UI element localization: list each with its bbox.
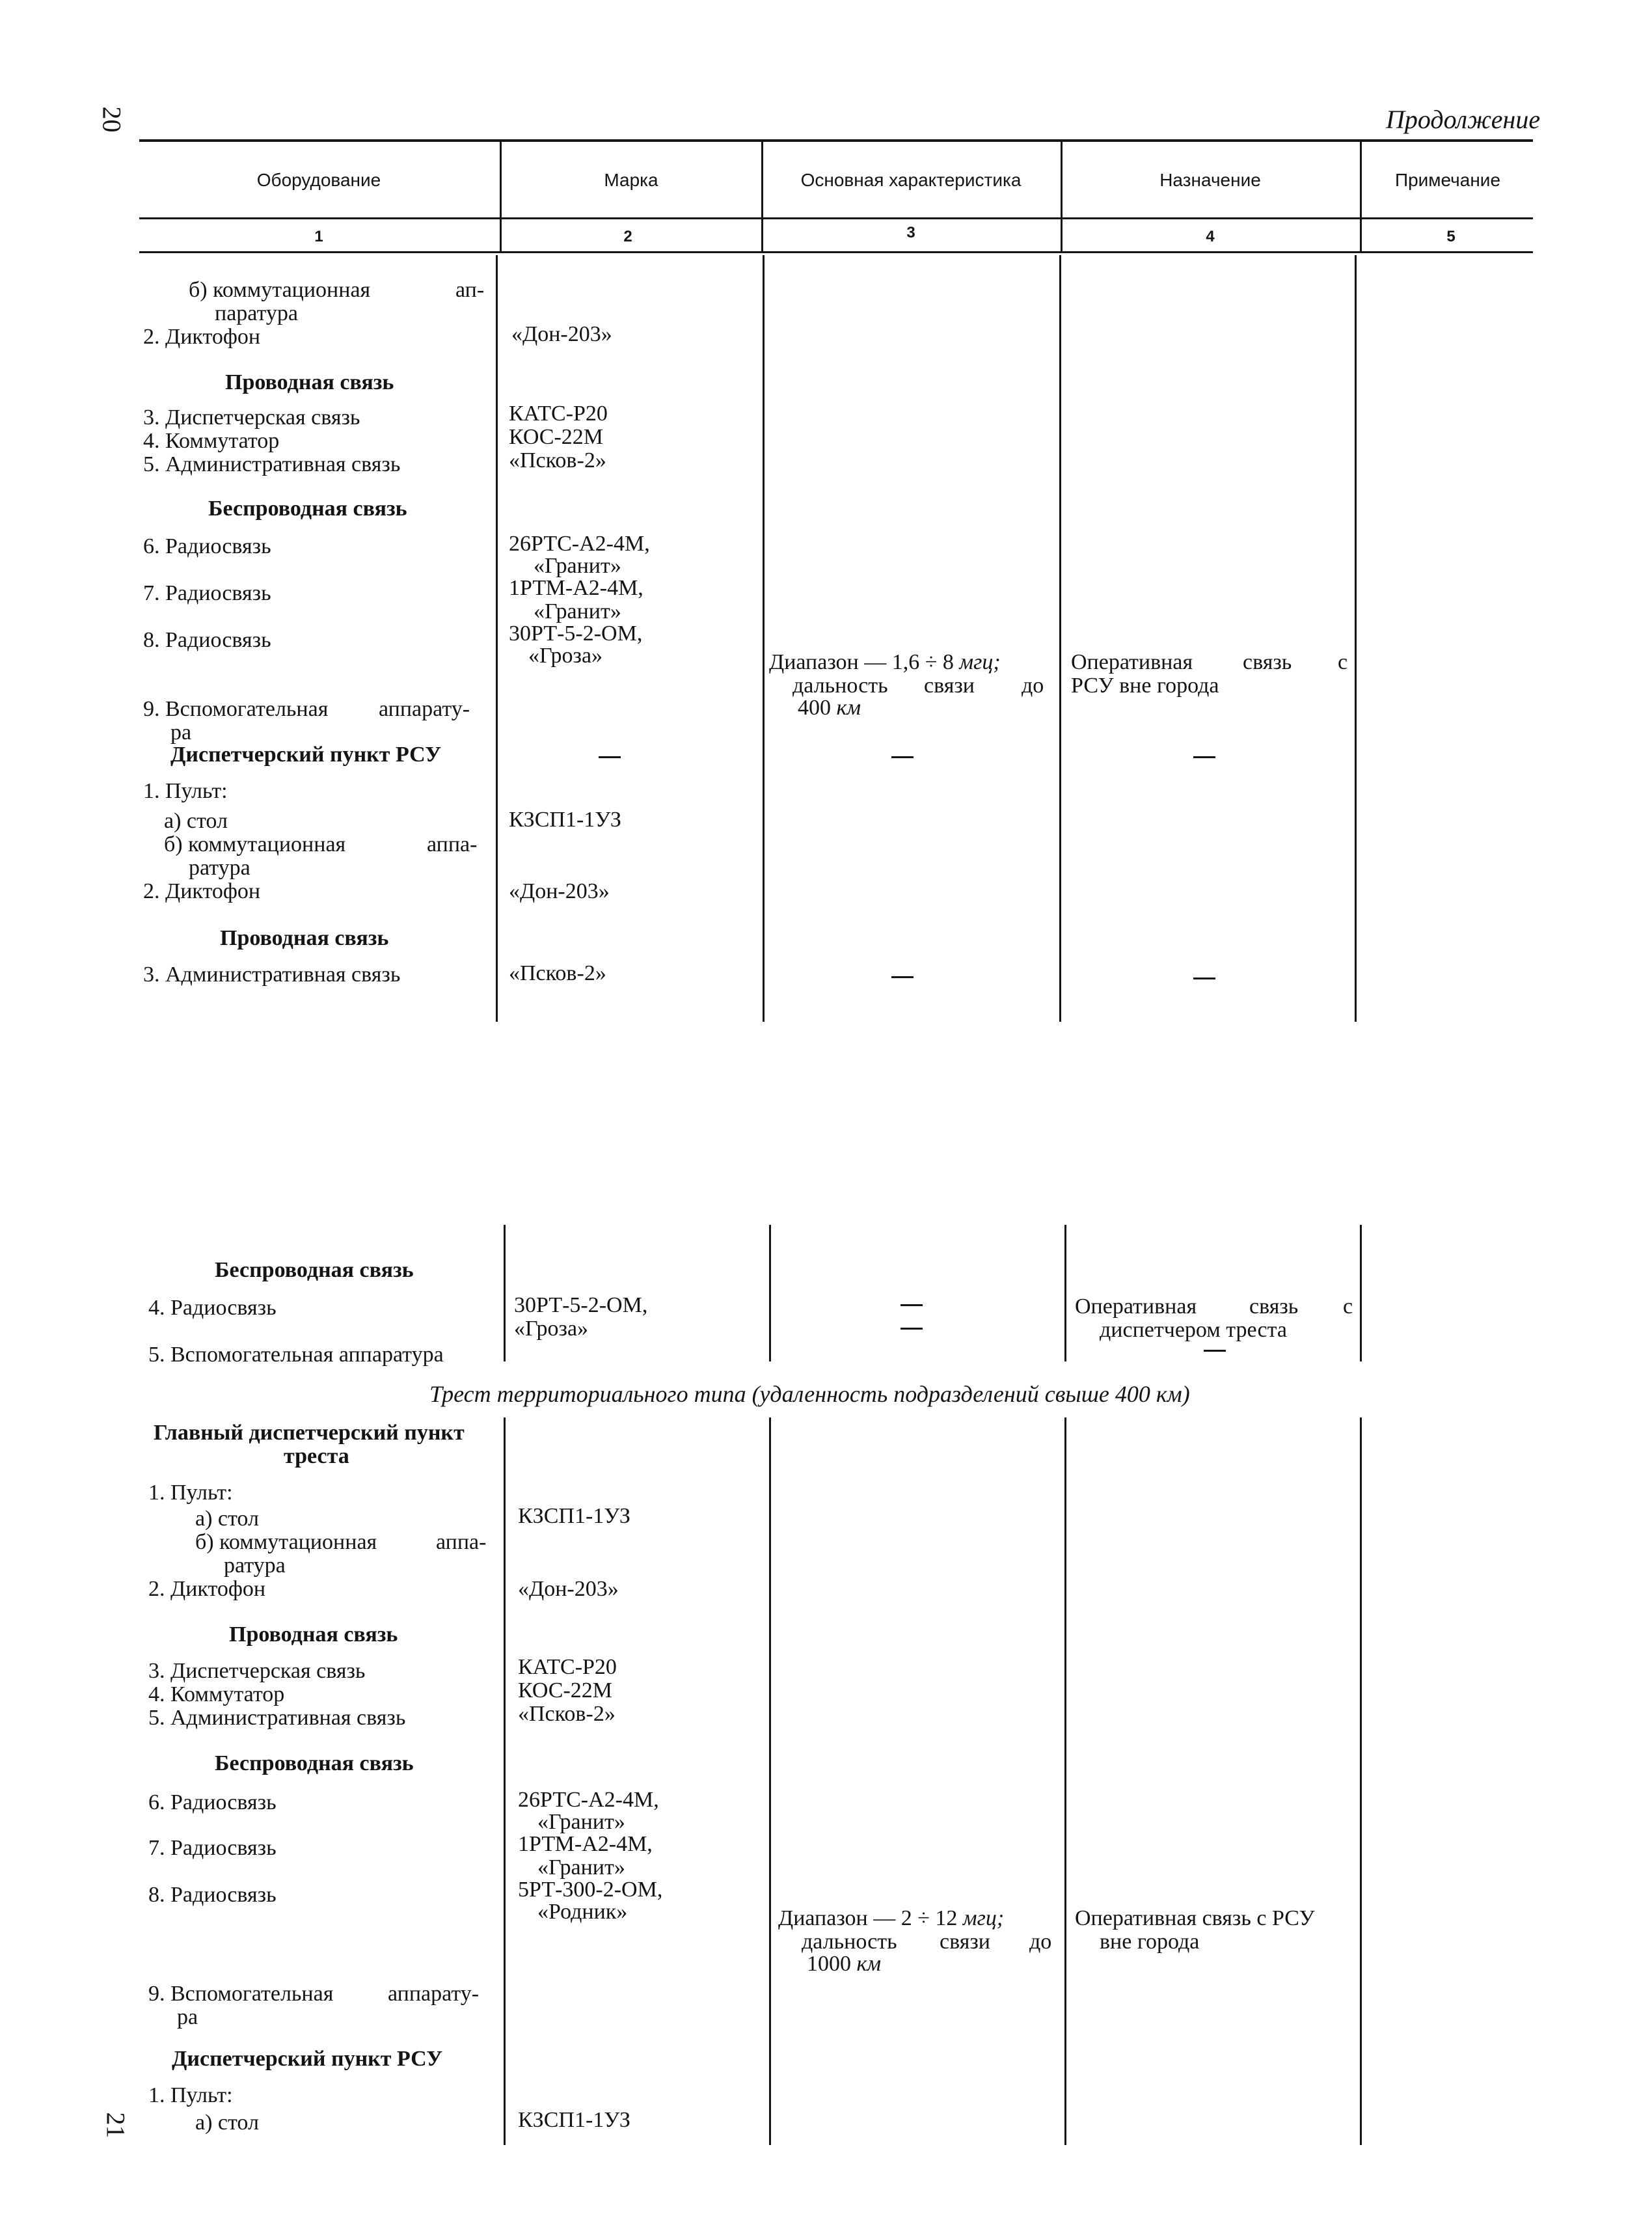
subsection-heading: Главный диспетчерский пункт: [154, 1421, 465, 1445]
equipment-item: 1. Пульт:: [143, 779, 228, 803]
equipment-item: 9. Вспомогательная: [148, 1982, 334, 2006]
characteristic-text: [798, 696, 861, 720]
equipment-item: 3. Диспетчерская связь: [148, 1659, 366, 1683]
purpose-text: Оперативная: [1071, 650, 1193, 674]
equipment-item: б) коммутационная: [164, 832, 346, 856]
equipment-item: 7. Радиосвязь: [148, 1836, 277, 1860]
brand-value: «Гранит»: [534, 599, 621, 623]
characteristic-range: Диапазон — 2 ÷ 12: [778, 1906, 958, 1930]
column-divider: [1064, 1225, 1066, 1361]
equipment-item: а) стол: [195, 2111, 259, 2135]
page-number-bottom: 21: [101, 2112, 131, 2139]
column-divider: [1360, 1417, 1362, 2145]
section-title: Трест территориального типа (удаленность подразделений свыше 400 км): [429, 1381, 1190, 1407]
column-divider: [763, 255, 765, 1022]
equipment-item: аппа-: [436, 1530, 487, 1554]
subsection-heading: Беспроводная связь: [215, 1751, 414, 1775]
equipment-item: 4. Коммутатор: [148, 1682, 285, 1706]
empty-dash: [900, 1328, 923, 1330]
equipment-item: 1. Пульт:: [148, 1481, 233, 1505]
equipment-item: 8. Радиосвязь: [148, 1883, 277, 1907]
empty-dash: [1193, 978, 1215, 979]
header-divider: [1061, 142, 1063, 251]
equipment-item: аппарату-: [388, 1982, 480, 2006]
purpose-text: вне города: [1100, 1930, 1200, 1954]
brand-value: 26РТС-А2-4М,: [518, 1788, 659, 1812]
subsection-heading: треста: [284, 1444, 349, 1468]
brand-value: «Дон-203»: [511, 322, 612, 346]
brand-value: «Дон-203»: [518, 1577, 619, 1601]
col-header-purpose: Назначение: [1159, 170, 1261, 190]
characteristic-text: до: [1029, 1930, 1052, 1954]
col-number: 4: [1206, 228, 1215, 245]
brand-value: «Родник»: [537, 1900, 628, 1924]
equipment-item: а) стол: [195, 1507, 259, 1531]
equipment-item: а) стол: [164, 809, 228, 833]
purpose-text: Оперативная связь с РСУ: [1075, 1906, 1315, 1930]
purpose-text: диспетчером треста: [1100, 1318, 1287, 1342]
equipment-item: 3. Административная связь: [143, 963, 401, 987]
equipment-item: 2. Диктофон: [143, 325, 261, 349]
column-divider: [1355, 255, 1357, 1022]
characteristic-text: [778, 1907, 1004, 1930]
column-divider: [1059, 255, 1061, 1022]
equipment-item: ратура: [189, 856, 251, 880]
equipment-item: 3. Диспетчерская связь: [143, 405, 360, 430]
equipment-item: ра: [177, 2005, 198, 2029]
purpose-text: связь: [1243, 650, 1292, 674]
equipment-item: 6. Радиосвязь: [148, 1790, 277, 1814]
column-divider: [1064, 1417, 1066, 2145]
header-bottom-rule: [139, 251, 1533, 253]
equipment-item: 4. Радиосвязь: [148, 1296, 277, 1320]
col-header-note: Примечание: [1394, 170, 1501, 190]
col-number: 1: [314, 228, 323, 245]
characteristic-unit: мгц;: [962, 1906, 1005, 1930]
brand-value: КАТС-Р20: [509, 402, 608, 426]
characteristic-text: до: [1022, 674, 1044, 698]
header-top-rule: [139, 139, 1533, 142]
empty-dash: [891, 976, 914, 978]
brand-value: «Гроза»: [528, 644, 603, 668]
brand-value: 26РТС-А2-4М,: [509, 532, 650, 556]
brand-value: КОС-22М: [509, 425, 604, 449]
equipment-item: 5. Административная связь: [148, 1706, 406, 1730]
equipment-item: 5. Административная связь: [143, 452, 401, 476]
purpose-text: РСУ вне города: [1071, 674, 1219, 698]
col-number: 5: [1446, 228, 1456, 245]
col-number: 2: [623, 228, 632, 245]
subsection-heading: Проводная связь: [220, 926, 389, 950]
characteristic-text: дальность: [802, 1930, 897, 1954]
brand-value: «Псков-2»: [509, 961, 606, 985]
equipment-item: 7. Радиосвязь: [143, 581, 271, 605]
characteristic-range: Диапазон — 1,6 ÷ 8: [769, 650, 954, 674]
brand-value: 30РТ-5-2-ОМ,: [509, 622, 643, 646]
equipment-item: 1. Пульт:: [148, 2083, 233, 2107]
characteristic-range: 400: [798, 696, 831, 720]
brand-value: КЗСП1-1УЗ: [509, 808, 621, 832]
column-divider: [1360, 1225, 1362, 1361]
equipment-item: 6. Радиосвязь: [143, 534, 271, 558]
col-header-brand: Марка: [604, 170, 658, 190]
brand-value: 30РТ-5-2-ОМ,: [514, 1293, 648, 1317]
continuation-label: Продолжение: [1386, 105, 1541, 134]
equipment-item: 8. Радиосвязь: [143, 628, 271, 652]
characteristic-text: связи: [924, 674, 975, 698]
purpose-text: Оперативная: [1075, 1294, 1197, 1319]
characteristic-unit: мгц;: [959, 650, 1001, 674]
purpose-text: с: [1343, 1294, 1353, 1319]
empty-dash: [891, 756, 914, 758]
equipment-item: 2. Диктофон: [143, 879, 261, 903]
equipment-item: 4. Коммутатор: [143, 429, 280, 453]
characteristic-unit: км: [836, 696, 861, 720]
subsection-heading: Диспетчерский пункт РСУ: [172, 2047, 443, 2071]
column-divider: [769, 1225, 771, 1361]
brand-value: КЗСП1-1УЗ: [518, 2108, 630, 2132]
brand-value: КЗСП1-1УЗ: [518, 1504, 630, 1528]
brand-value: «Псков-2»: [509, 448, 606, 472]
brand-value: КАТС-Р20: [518, 1655, 617, 1679]
equipment-item: аппарату-: [379, 697, 470, 721]
page-number-top: 20: [97, 106, 127, 133]
column-divider: [504, 1417, 506, 2145]
equipment-item: паратура: [215, 301, 298, 325]
column-divider: [504, 1225, 506, 1361]
brand-value: «Гранит»: [537, 1855, 625, 1880]
column-divider: [769, 1417, 771, 2145]
equipment-item: б) коммутационная: [195, 1530, 377, 1554]
characteristic-unit: км: [856, 1952, 882, 1976]
empty-dash: [900, 1304, 923, 1306]
col-number: 3: [906, 224, 915, 241]
characteristic-text: [769, 651, 1001, 674]
empty-dash: [599, 756, 621, 758]
equipment-item: 9. Вспомогательная: [143, 697, 329, 721]
subsection-heading: Беспроводная связь: [208, 497, 407, 521]
characteristic-range: 1000: [807, 1952, 851, 1976]
subsection-heading: Проводная связь: [225, 370, 394, 394]
purpose-text: с: [1338, 650, 1348, 674]
characteristic-text: дальность: [792, 674, 888, 698]
brand-value: «Гранит»: [537, 1810, 625, 1834]
header-divider: [500, 142, 502, 251]
subsection-heading: Диспетчерский пункт РСУ: [170, 743, 442, 767]
characteristic-text: связи: [940, 1930, 990, 1954]
characteristic-text: [807, 1952, 881, 1976]
col-header-equipment: Оборудование: [256, 170, 381, 190]
brand-value: 5РТ-300-2-ОМ,: [518, 1878, 663, 1902]
equipment-item: б) коммутационная: [189, 278, 371, 302]
equipment-item: ратура: [224, 1553, 286, 1578]
subsection-heading: Беспроводная связь: [215, 1258, 414, 1282]
empty-dash: [1204, 1350, 1226, 1352]
subsection-heading: Проводная связь: [229, 1622, 398, 1647]
equipment-item: 2. Диктофон: [148, 1577, 266, 1601]
brand-value: КОС-22М: [518, 1678, 613, 1703]
brand-value: «Псков-2»: [518, 1702, 616, 1726]
col-header-characteristic: Основная характеристика: [800, 170, 1022, 190]
brand-value: «Гранит»: [534, 554, 621, 578]
brand-value: 1РТМ-А2-4М,: [509, 576, 643, 600]
column-divider: [496, 255, 498, 1022]
brand-value: 1РТМ-А2-4М,: [518, 1832, 653, 1856]
brand-value: «Гроза»: [514, 1317, 589, 1341]
equipment-item: 5. Вспомогательная аппаратура: [148, 1343, 444, 1367]
purpose-text: связь: [1249, 1294, 1299, 1319]
brand-value: «Дон-203»: [509, 879, 610, 903]
equipment-item: ра: [170, 720, 192, 745]
empty-dash: [1193, 756, 1215, 758]
header-divider: [761, 142, 763, 251]
header-divider: [1360, 142, 1362, 251]
equipment-item: ап-: [455, 278, 485, 302]
equipment-item: аппа-: [427, 832, 478, 856]
header-mid-rule: [139, 217, 1533, 219]
